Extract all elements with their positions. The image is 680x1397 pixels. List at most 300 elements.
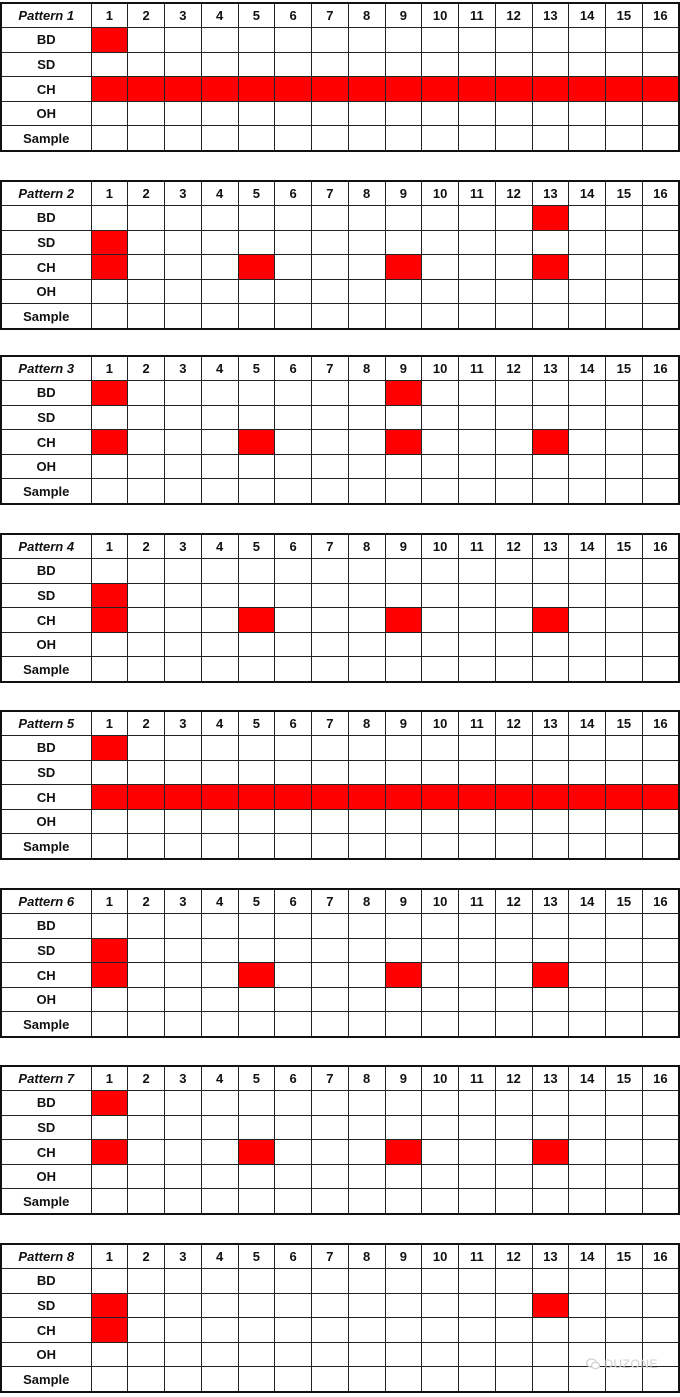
step-cell[interactable] [275, 583, 312, 608]
step-cell[interactable] [495, 1269, 532, 1294]
step-cell[interactable] [385, 914, 422, 939]
step-cell[interactable] [201, 230, 238, 255]
step-cell[interactable] [348, 1115, 385, 1140]
step-cell[interactable] [606, 1318, 643, 1343]
step-cell[interactable] [201, 255, 238, 280]
step-cell[interactable] [348, 1164, 385, 1189]
step-cell[interactable] [165, 1091, 202, 1116]
step-cell[interactable] [91, 987, 128, 1012]
step-cell[interactable] [385, 304, 422, 329]
step-cell[interactable] [642, 1140, 679, 1165]
step-cell[interactable] [128, 963, 165, 988]
step-cell[interactable] [532, 760, 569, 785]
step-cell[interactable] [348, 206, 385, 231]
step-cell[interactable] [606, 1012, 643, 1037]
step-cell-active[interactable] [606, 77, 643, 102]
step-cell[interactable] [569, 101, 606, 126]
step-cell[interactable] [606, 126, 643, 151]
step-cell[interactable] [495, 52, 532, 77]
step-cell[interactable] [348, 1091, 385, 1116]
step-cell[interactable] [201, 52, 238, 77]
step-cell[interactable] [532, 657, 569, 682]
step-cell[interactable] [128, 405, 165, 430]
step-cell-active[interactable] [459, 77, 496, 102]
step-cell[interactable] [201, 632, 238, 657]
step-cell[interactable] [495, 101, 532, 126]
step-cell-active[interactable] [238, 608, 275, 633]
step-cell[interactable] [385, 987, 422, 1012]
step-cell[interactable] [91, 1269, 128, 1294]
step-cell[interactable] [91, 632, 128, 657]
step-cell[interactable] [312, 1367, 349, 1392]
step-cell[interactable] [422, 304, 459, 329]
step-cell[interactable] [348, 479, 385, 504]
step-cell[interactable] [238, 914, 275, 939]
step-cell[interactable] [348, 1293, 385, 1318]
step-cell[interactable] [165, 1342, 202, 1367]
step-cell-active[interactable] [532, 430, 569, 455]
step-cell[interactable] [201, 1318, 238, 1343]
step-cell[interactable] [275, 101, 312, 126]
step-cell[interactable] [569, 987, 606, 1012]
step-cell[interactable] [495, 1115, 532, 1140]
step-cell[interactable] [495, 304, 532, 329]
step-cell[interactable] [165, 1140, 202, 1165]
step-cell[interactable] [422, 230, 459, 255]
step-cell[interactable] [275, 28, 312, 53]
step-cell[interactable] [532, 914, 569, 939]
step-cell-active[interactable] [422, 77, 459, 102]
step-cell-active[interactable] [569, 77, 606, 102]
step-cell[interactable] [312, 279, 349, 304]
step-cell[interactable] [606, 405, 643, 430]
step-cell[interactable] [165, 1318, 202, 1343]
step-cell[interactable] [128, 52, 165, 77]
step-cell[interactable] [201, 304, 238, 329]
step-cell[interactable] [128, 304, 165, 329]
step-cell-active[interactable] [91, 255, 128, 280]
step-cell[interactable] [495, 1091, 532, 1116]
step-cell[interactable] [238, 454, 275, 479]
step-cell[interactable] [459, 1012, 496, 1037]
step-cell[interactable] [275, 834, 312, 859]
step-cell-active[interactable] [238, 785, 275, 810]
step-cell[interactable] [642, 583, 679, 608]
step-cell-active[interactable] [91, 736, 128, 761]
step-cell[interactable] [201, 1012, 238, 1037]
step-cell[interactable] [91, 52, 128, 77]
step-cell[interactable] [385, 1318, 422, 1343]
step-cell[interactable] [128, 381, 165, 406]
step-cell[interactable] [495, 608, 532, 633]
step-cell[interactable] [495, 1189, 532, 1214]
step-cell-active[interactable] [128, 77, 165, 102]
step-cell-active[interactable] [348, 77, 385, 102]
step-cell[interactable] [532, 52, 569, 77]
step-cell[interactable] [459, 608, 496, 633]
step-cell[interactable] [532, 809, 569, 834]
step-cell[interactable] [201, 454, 238, 479]
step-cell[interactable] [128, 736, 165, 761]
step-cell[interactable] [606, 230, 643, 255]
step-cell[interactable] [91, 760, 128, 785]
step-cell[interactable] [238, 279, 275, 304]
step-cell[interactable] [312, 559, 349, 584]
step-cell[interactable] [642, 52, 679, 77]
step-cell[interactable] [128, 760, 165, 785]
step-cell-active[interactable] [165, 785, 202, 810]
step-cell[interactable] [128, 1140, 165, 1165]
step-cell[interactable] [642, 454, 679, 479]
step-cell[interactable] [312, 52, 349, 77]
step-cell[interactable] [275, 657, 312, 682]
step-cell[interactable] [642, 101, 679, 126]
step-cell[interactable] [606, 963, 643, 988]
step-cell[interactable] [201, 28, 238, 53]
step-cell[interactable] [128, 230, 165, 255]
step-cell[interactable] [201, 760, 238, 785]
step-cell[interactable] [422, 1269, 459, 1294]
step-cell[interactable] [312, 657, 349, 682]
step-cell[interactable] [385, 1115, 422, 1140]
step-cell[interactable] [165, 101, 202, 126]
step-cell[interactable] [348, 304, 385, 329]
step-cell[interactable] [385, 736, 422, 761]
step-cell[interactable] [569, 657, 606, 682]
step-cell[interactable] [128, 1012, 165, 1037]
step-cell[interactable] [91, 1189, 128, 1214]
step-cell[interactable] [128, 255, 165, 280]
step-cell[interactable] [275, 206, 312, 231]
step-cell[interactable] [569, 1115, 606, 1140]
step-cell[interactable] [569, 1318, 606, 1343]
step-cell[interactable] [385, 279, 422, 304]
step-cell[interactable] [606, 657, 643, 682]
step-cell[interactable] [238, 657, 275, 682]
step-cell[interactable] [275, 126, 312, 151]
step-cell[interactable] [532, 1189, 569, 1214]
step-cell[interactable] [165, 381, 202, 406]
step-cell[interactable] [459, 1269, 496, 1294]
step-cell-active[interactable] [91, 583, 128, 608]
step-cell[interactable] [642, 559, 679, 584]
step-cell[interactable] [348, 255, 385, 280]
step-cell[interactable] [275, 381, 312, 406]
step-cell[interactable] [91, 1164, 128, 1189]
step-cell[interactable] [422, 28, 459, 53]
step-cell[interactable] [642, 987, 679, 1012]
step-cell-active[interactable] [642, 785, 679, 810]
step-cell-active[interactable] [385, 785, 422, 810]
step-cell[interactable] [201, 834, 238, 859]
step-cell[interactable] [91, 405, 128, 430]
step-cell[interactable] [238, 230, 275, 255]
step-cell[interactable] [459, 304, 496, 329]
step-cell[interactable] [348, 1140, 385, 1165]
step-cell-active[interactable] [385, 608, 422, 633]
step-cell[interactable] [312, 914, 349, 939]
step-cell[interactable] [495, 1164, 532, 1189]
step-cell[interactable] [128, 1269, 165, 1294]
step-cell[interactable] [495, 809, 532, 834]
step-cell[interactable] [642, 381, 679, 406]
step-cell[interactable] [495, 760, 532, 785]
step-cell[interactable] [459, 1164, 496, 1189]
step-cell[interactable] [385, 28, 422, 53]
step-cell[interactable] [642, 608, 679, 633]
step-cell[interactable] [642, 1091, 679, 1116]
step-cell[interactable] [201, 1140, 238, 1165]
step-cell[interactable] [275, 279, 312, 304]
step-cell[interactable] [91, 657, 128, 682]
step-cell[interactable] [238, 1091, 275, 1116]
step-cell[interactable] [238, 987, 275, 1012]
step-cell[interactable] [532, 1269, 569, 1294]
step-cell[interactable] [642, 279, 679, 304]
step-cell[interactable] [606, 381, 643, 406]
step-cell[interactable] [128, 657, 165, 682]
step-cell[interactable] [238, 559, 275, 584]
step-cell[interactable] [348, 1342, 385, 1367]
step-cell[interactable] [495, 1293, 532, 1318]
step-cell[interactable] [495, 736, 532, 761]
step-cell[interactable] [312, 430, 349, 455]
step-cell[interactable] [532, 381, 569, 406]
step-cell-active[interactable] [91, 1293, 128, 1318]
step-cell[interactable] [606, 430, 643, 455]
step-cell[interactable] [569, 914, 606, 939]
step-cell[interactable] [606, 938, 643, 963]
step-cell[interactable] [238, 1293, 275, 1318]
step-cell[interactable] [348, 1367, 385, 1392]
step-cell[interactable] [459, 1342, 496, 1367]
step-cell[interactable] [422, 632, 459, 657]
step-cell[interactable] [642, 760, 679, 785]
step-cell[interactable] [201, 1091, 238, 1116]
step-cell[interactable] [128, 206, 165, 231]
step-cell[interactable] [348, 1318, 385, 1343]
step-cell[interactable] [606, 28, 643, 53]
step-cell[interactable] [422, 101, 459, 126]
step-cell[interactable] [385, 52, 422, 77]
step-cell-active[interactable] [128, 785, 165, 810]
step-cell[interactable] [495, 938, 532, 963]
step-cell[interactable] [312, 1269, 349, 1294]
step-cell[interactable] [201, 430, 238, 455]
step-cell[interactable] [532, 736, 569, 761]
step-cell-active[interactable] [532, 1293, 569, 1318]
step-cell[interactable] [128, 1091, 165, 1116]
step-cell[interactable] [348, 230, 385, 255]
step-cell[interactable] [128, 101, 165, 126]
step-cell[interactable] [312, 405, 349, 430]
step-cell[interactable] [348, 405, 385, 430]
step-cell[interactable] [606, 304, 643, 329]
step-cell[interactable] [91, 809, 128, 834]
step-cell[interactable] [642, 736, 679, 761]
step-cell[interactable] [422, 430, 459, 455]
step-cell[interactable] [275, 479, 312, 504]
step-cell[interactable] [606, 583, 643, 608]
step-cell[interactable] [312, 987, 349, 1012]
step-cell[interactable] [238, 405, 275, 430]
step-cell-active[interactable] [238, 77, 275, 102]
step-cell[interactable] [201, 914, 238, 939]
step-cell[interactable] [165, 1367, 202, 1392]
step-cell[interactable] [606, 1164, 643, 1189]
step-cell[interactable] [459, 279, 496, 304]
step-cell[interactable] [348, 632, 385, 657]
step-cell[interactable] [165, 760, 202, 785]
step-cell-active[interactable] [642, 77, 679, 102]
step-cell[interactable] [422, 405, 459, 430]
step-cell-active[interactable] [91, 28, 128, 53]
step-cell-active[interactable] [532, 255, 569, 280]
step-cell[interactable] [312, 381, 349, 406]
step-cell[interactable] [642, 1189, 679, 1214]
step-cell[interactable] [165, 1164, 202, 1189]
step-cell[interactable] [606, 559, 643, 584]
step-cell[interactable] [312, 1140, 349, 1165]
step-cell[interactable] [275, 304, 312, 329]
step-cell[interactable] [91, 206, 128, 231]
step-cell[interactable] [201, 963, 238, 988]
step-cell-active[interactable] [312, 77, 349, 102]
step-cell[interactable] [275, 430, 312, 455]
step-cell[interactable] [312, 304, 349, 329]
step-cell-active[interactable] [532, 608, 569, 633]
step-cell[interactable] [348, 963, 385, 988]
step-cell[interactable] [459, 255, 496, 280]
step-cell[interactable] [201, 809, 238, 834]
step-cell[interactable] [606, 834, 643, 859]
step-cell[interactable] [312, 809, 349, 834]
step-cell-active[interactable] [532, 77, 569, 102]
step-cell-active[interactable] [495, 785, 532, 810]
step-cell[interactable] [201, 1164, 238, 1189]
step-cell[interactable] [459, 938, 496, 963]
step-cell-active[interactable] [91, 1318, 128, 1343]
step-cell[interactable] [238, 938, 275, 963]
step-cell-active[interactable] [532, 1140, 569, 1165]
step-cell[interactable] [385, 834, 422, 859]
step-cell[interactable] [532, 126, 569, 151]
step-cell[interactable] [642, 963, 679, 988]
step-cell[interactable] [495, 914, 532, 939]
step-cell[interactable] [348, 987, 385, 1012]
step-cell[interactable] [128, 632, 165, 657]
step-cell[interactable] [312, 230, 349, 255]
step-cell[interactable] [128, 1367, 165, 1392]
step-cell[interactable] [165, 1189, 202, 1214]
step-cell[interactable] [238, 28, 275, 53]
step-cell[interactable] [606, 1269, 643, 1294]
step-cell[interactable] [275, 914, 312, 939]
step-cell[interactable] [238, 760, 275, 785]
step-cell[interactable] [495, 381, 532, 406]
step-cell[interactable] [275, 632, 312, 657]
step-cell[interactable] [165, 657, 202, 682]
step-cell[interactable] [459, 736, 496, 761]
step-cell[interactable] [201, 987, 238, 1012]
step-cell[interactable] [348, 583, 385, 608]
step-cell[interactable] [385, 101, 422, 126]
step-cell[interactable] [275, 608, 312, 633]
step-cell[interactable] [422, 736, 459, 761]
step-cell[interactable] [312, 1115, 349, 1140]
step-cell[interactable] [165, 430, 202, 455]
step-cell[interactable] [495, 632, 532, 657]
step-cell-active[interactable] [495, 77, 532, 102]
step-cell[interactable] [422, 206, 459, 231]
step-cell[interactable] [348, 760, 385, 785]
step-cell[interactable] [238, 1189, 275, 1214]
step-cell[interactable] [569, 126, 606, 151]
step-cell[interactable] [165, 206, 202, 231]
step-cell[interactable] [201, 1293, 238, 1318]
step-cell[interactable] [165, 938, 202, 963]
step-cell[interactable] [459, 1091, 496, 1116]
step-cell[interactable] [422, 1318, 459, 1343]
step-cell[interactable] [128, 126, 165, 151]
step-cell[interactable] [91, 1012, 128, 1037]
step-cell[interactable] [422, 1164, 459, 1189]
step-cell[interactable] [275, 1189, 312, 1214]
step-cell[interactable] [422, 479, 459, 504]
step-cell[interactable] [348, 809, 385, 834]
step-cell[interactable] [422, 1293, 459, 1318]
step-cell[interactable] [385, 809, 422, 834]
step-cell-active[interactable] [91, 1091, 128, 1116]
step-cell[interactable] [348, 1269, 385, 1294]
step-cell[interactable] [385, 1164, 422, 1189]
step-cell[interactable] [128, 1318, 165, 1343]
step-cell[interactable] [165, 52, 202, 77]
step-cell[interactable] [606, 206, 643, 231]
step-cell[interactable] [459, 987, 496, 1012]
step-cell[interactable] [348, 454, 385, 479]
step-cell[interactable] [238, 1115, 275, 1140]
step-cell[interactable] [422, 1189, 459, 1214]
step-cell[interactable] [91, 1367, 128, 1392]
step-cell-active[interactable] [91, 230, 128, 255]
step-cell[interactable] [91, 304, 128, 329]
step-cell[interactable] [348, 559, 385, 584]
step-cell[interactable] [128, 938, 165, 963]
step-cell[interactable] [569, 430, 606, 455]
step-cell[interactable] [459, 657, 496, 682]
step-cell[interactable] [348, 1189, 385, 1214]
step-cell-active[interactable] [91, 430, 128, 455]
step-cell[interactable] [532, 583, 569, 608]
step-cell[interactable] [348, 381, 385, 406]
step-cell[interactable] [606, 736, 643, 761]
step-cell[interactable] [532, 1367, 569, 1392]
step-cell[interactable] [128, 834, 165, 859]
step-cell[interactable] [201, 1367, 238, 1392]
step-cell[interactable] [348, 1012, 385, 1037]
step-cell[interactable] [165, 255, 202, 280]
step-cell[interactable] [385, 1293, 422, 1318]
step-cell[interactable] [312, 834, 349, 859]
step-cell[interactable] [606, 255, 643, 280]
step-cell[interactable] [275, 809, 312, 834]
step-cell[interactable] [312, 1012, 349, 1037]
step-cell[interactable] [495, 1318, 532, 1343]
step-cell[interactable] [569, 760, 606, 785]
step-cell[interactable] [532, 834, 569, 859]
step-cell[interactable] [532, 454, 569, 479]
